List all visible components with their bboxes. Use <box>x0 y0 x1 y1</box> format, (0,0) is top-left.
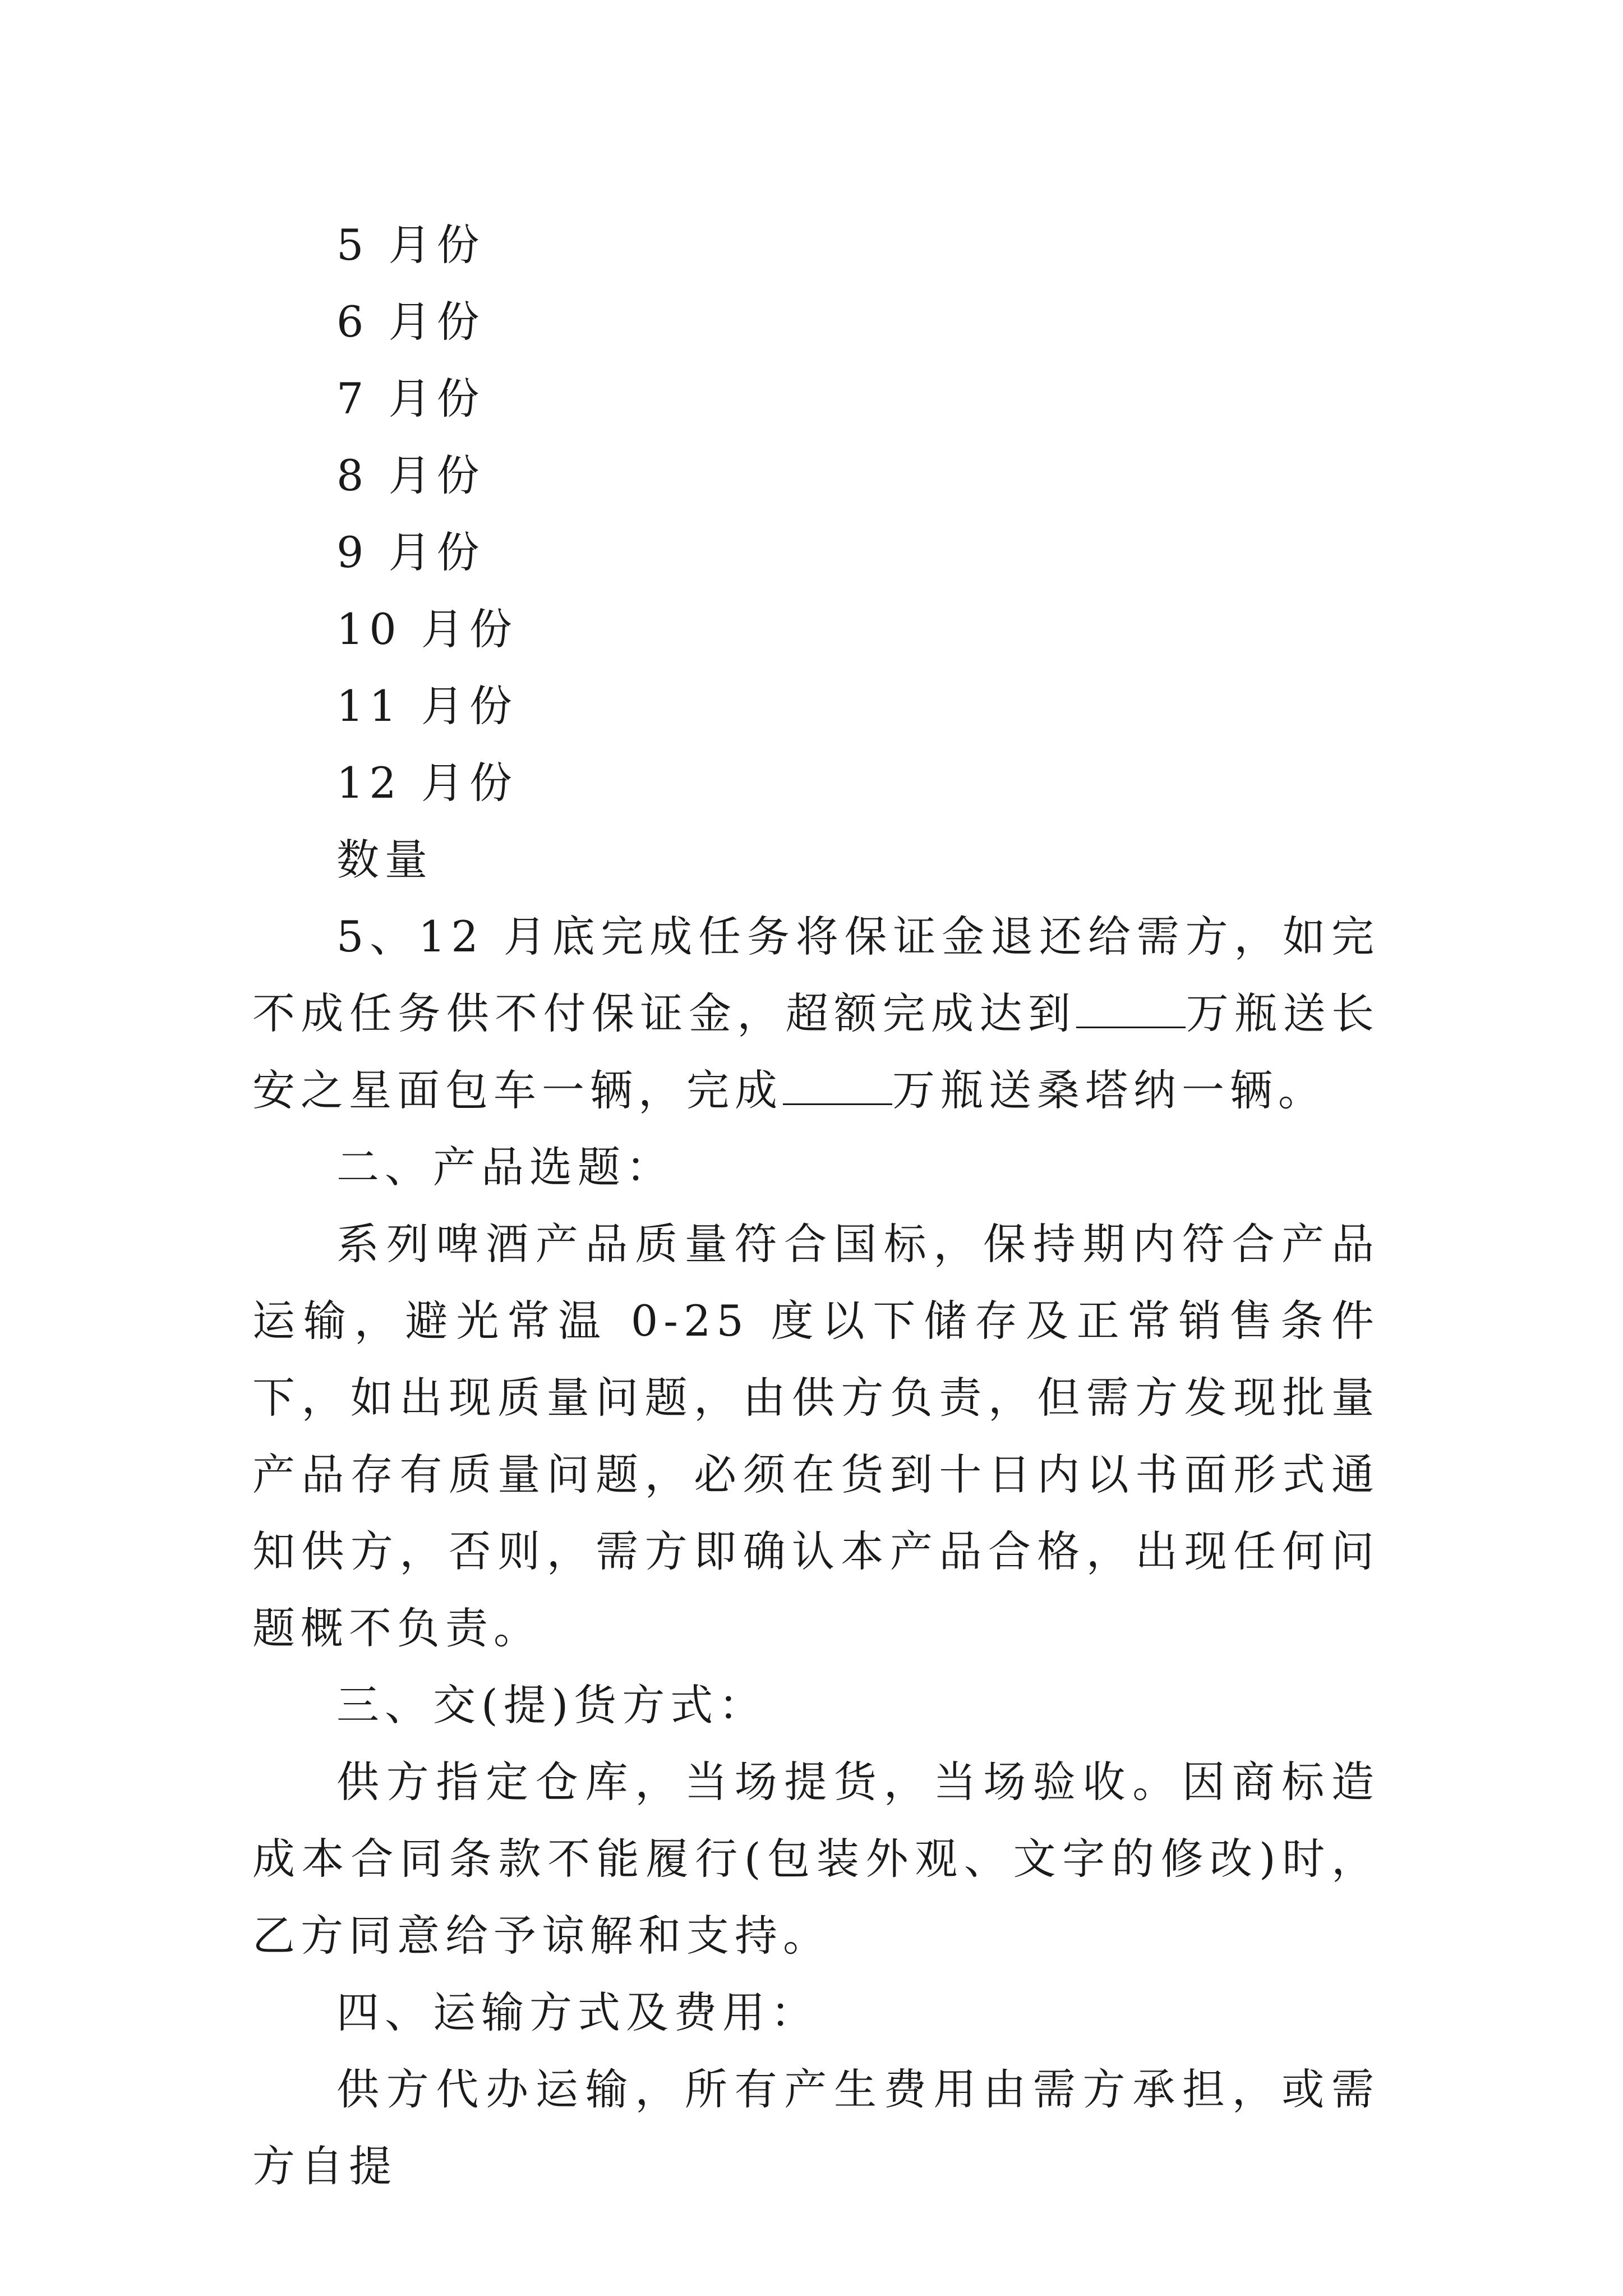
month-item-6: 6 月份 <box>336 297 485 347</box>
blank-line-2 <box>783 1064 892 1105</box>
clause-5 <box>252 898 1380 1129</box>
month-item-9: 9 月份 <box>336 527 485 577</box>
month-item-8: 8 月份 <box>336 450 485 500</box>
contract-body <box>252 898 1380 2205</box>
month-item-5: 5 月份 <box>336 220 485 270</box>
section-3-heading: 三、交(提)货方式： <box>336 1680 767 1730</box>
month-item-12: 12 月份 <box>336 758 518 808</box>
section-2-heading: 二、产品选题： <box>336 1142 674 1192</box>
section-4-heading: 四、运输方式及费用： <box>336 1987 819 2037</box>
section-4-body: 供方代办运输，所有产生费用由需方承担，或需方自提 <box>252 2064 1380 2191</box>
month-item-10: 10 月份 <box>336 604 518 654</box>
clause-5-part-1: 5、12 月底完成任务将保证金退还给需方，如完不成任务供不付保证金，超额完成达到 <box>252 912 1380 1038</box>
blank-line-1 <box>1076 987 1186 1028</box>
section-2-body: 系列啤酒产品质量符合国标，保持期内符合产品运输，避光常温 0-25 度以下储存及正常销售条件下，如出现质量问题，由供方负责，但需方发现批量产品存有质量问题，必须在货到十日内以书面形式通知供方，否则，需方即确认本产品合格，出现任何问题概不负责。 <box>252 1219 1380 1653</box>
clause-5-part-2: 万瓶送长安之星面包车一辆，完成 <box>252 988 1380 1115</box>
clause-5-part-3: 万瓶送桑塔纳一辆。 <box>892 1065 1326 1115</box>
month-item-7: 7 月份 <box>336 374 485 424</box>
section-3-body: 供方指定仓库，当场提货，当场验收。因商标造成本合同条款不能履行(包装外观、文字的修改)时，乙方同意给予谅解和支持。 <box>252 1757 1380 1961</box>
quantity-label: 数量 <box>336 835 433 885</box>
month-item-11: 11 月份 <box>336 681 518 731</box>
month-list <box>252 206 1380 898</box>
